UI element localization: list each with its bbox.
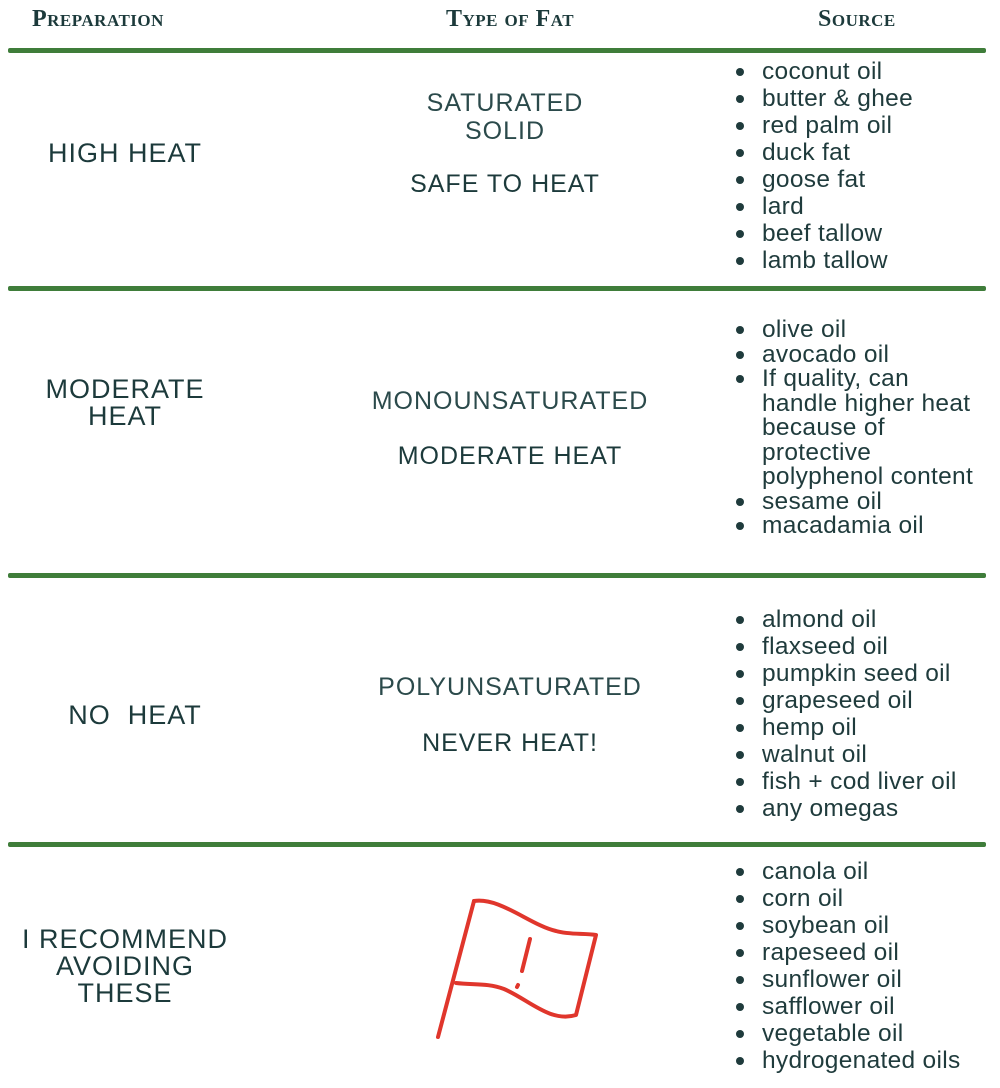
preparation-line: I RECOMMEND: [22, 924, 228, 954]
preparation-line: HIGH HEAT: [47, 138, 202, 168]
header-type-of-fat: Type of Fat: [446, 6, 575, 32]
list-item: rapeseed oil: [734, 939, 996, 966]
preparation-line: HEAT: [87, 401, 162, 431]
list-item: safflower oil: [734, 993, 996, 1020]
list-item: sunflower oil: [734, 966, 996, 993]
list-item: hemp oil: [734, 714, 996, 741]
list-item: flaxseed oil: [734, 633, 996, 660]
fat-type-line: MONOUNSATURATED: [371, 387, 649, 415]
list-item: almond oil: [734, 606, 996, 633]
list-item: lard: [734, 193, 994, 220]
list-item: soybean oil: [734, 912, 996, 939]
row-2-fat-type: [350, 388, 670, 416]
list-item: hydrogenated oils: [734, 1047, 996, 1074]
list-item: duck fat: [734, 139, 994, 166]
red-flag-warning-icon: [430, 895, 610, 1045]
row-1-preparation: [20, 140, 230, 167]
fat-type-line: POLYUNSATURATED: [378, 673, 642, 701]
list-item: fish + cod liver oil: [734, 768, 996, 795]
list-item: macadamia oil: [734, 514, 974, 539]
fat-type-line: SATURATED: [426, 89, 584, 117]
list-item: canola oil: [734, 858, 996, 885]
row-4-preparation: [0, 926, 250, 1007]
preparation-line: NO HEAT: [68, 700, 202, 730]
row-3-fat-type: [350, 674, 670, 702]
list-item: vegetable oil: [734, 1020, 996, 1047]
list-item: sesame oil: [734, 490, 974, 515]
list-item: corn oil: [734, 885, 996, 912]
row-3-source-list: [734, 606, 996, 822]
list-item: If quality, can handle higher heat because of protective polyphenol content: [734, 367, 974, 490]
row-1-heat-rule: SAFE TO HEAT: [410, 170, 600, 198]
list-item: olive oil: [734, 318, 974, 343]
list-item: butter & ghee: [734, 85, 994, 112]
list-item: red palm oil: [734, 112, 994, 139]
row-4-source-list: [734, 858, 996, 1074]
list-item: beef tallow: [734, 220, 994, 247]
header-preparation: Preparation: [32, 6, 164, 32]
list-item: walnut oil: [734, 741, 996, 768]
header-source: Source: [818, 6, 896, 32]
row-2-preparation: [20, 376, 230, 430]
row-3-heat-rule: NEVER HEAT!: [422, 729, 598, 757]
header-divider: [8, 48, 986, 53]
row-divider: [8, 573, 986, 578]
preparation-line: THESE: [77, 978, 173, 1008]
preparation-line: AVOIDING: [55, 951, 195, 981]
row-2-heat-rule: MODERATE HEAT: [397, 442, 623, 470]
fat-type-line: SOLID: [464, 116, 546, 145]
row-2-source-list: [734, 318, 974, 539]
list-item: grapeseed oil: [734, 687, 996, 714]
row-divider: [8, 286, 986, 291]
row-divider: [8, 842, 986, 847]
list-item: pumpkin seed oil: [734, 660, 996, 687]
list-item: avocado oil: [734, 343, 974, 368]
row-1-source-list: [734, 58, 994, 274]
list-item: any omegas: [734, 795, 996, 822]
list-item: coconut oil: [734, 58, 994, 85]
preparation-line: MODERATE: [45, 374, 205, 404]
row-1-fat-type: [380, 90, 630, 145]
row-3-preparation: [30, 702, 240, 729]
list-item: lamb tallow: [734, 247, 994, 274]
list-item: goose fat: [734, 166, 994, 193]
